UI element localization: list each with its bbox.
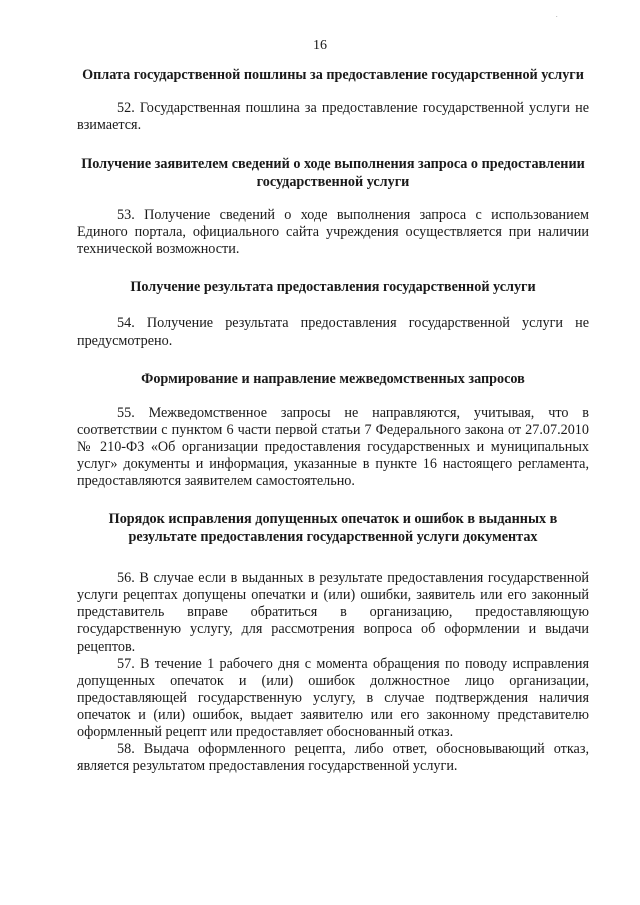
- paragraph: 53. Получение сведений о ходе выполнения запроса с использованием Единого портала, официального сайта учреждения осуществляется при наличии технической возможности.: [77, 207, 589, 258]
- section-title: Получение результата предоставления государственной услуги: [130, 279, 536, 296]
- paragraph: 57. В течение 1 рабочего дня с момента обращения по поводу исправления допущенных опечаток и (или) ошибок должностное лицо организации, предоставляющей государственную услугу, в случае подтверждения наличия опечаток и (или) ошибок, выдает заявителю или его законному представителю оформленный рецепт или предоставляет обоснованный отказ.: [77, 655, 589, 740]
- paragraph: 52. Государственная пошлина за предоставление государственной услуги не взимается.: [77, 100, 589, 134]
- section-title: Порядок исправления допущенных опечаток и ошибок в выданных в результате предоставления государственной услуги документах: [108, 511, 558, 546]
- section-title: Формирование и направление межведомственных запросов: [141, 370, 525, 387]
- section-title: Получение заявителем сведений о ходе выполнения запроса о предоставлении государственной услуги: [81, 156, 585, 191]
- paragraph: 55. Межведомственное запросы не направляются, учитывая, что в соответствии с пунктом 6 части первой статьи 7 Федерального закона от 27.07.2010 № 210-ФЗ «Об организации предоставления государственных и муниципальных услуг» документы и информация, указанные в пункте 16 настоящего регламента, предоставляются заявителем самостоятельно.: [77, 404, 589, 490]
- section-title: Оплата государственной пошлины за предоставление государственной услуги: [82, 67, 584, 83]
- paragraph: 56. В случае если в выданных в результате предоставления государственной услуги рецептах допущены опечатки и (или) ошибки, заявитель или его законный представитель вправе обратиться в организацию, предоставляющую государственную услугу, для рассмотрения вопроса об оформлении и выдачи рецептов.: [77, 570, 589, 655]
- document-body: [77, 66, 589, 775]
- paragraph: 54. Получение результата предоставления государственной услуги не предусмотрено.: [77, 315, 589, 349]
- page-number: 16: [313, 38, 327, 53]
- paragraph: 58. Выдача оформленного рецепта, либо ответ, обосновывающий отказ, является результатом предоставления государственной услуги.: [77, 741, 589, 775]
- scan-mark: ·: [555, 13, 558, 21]
